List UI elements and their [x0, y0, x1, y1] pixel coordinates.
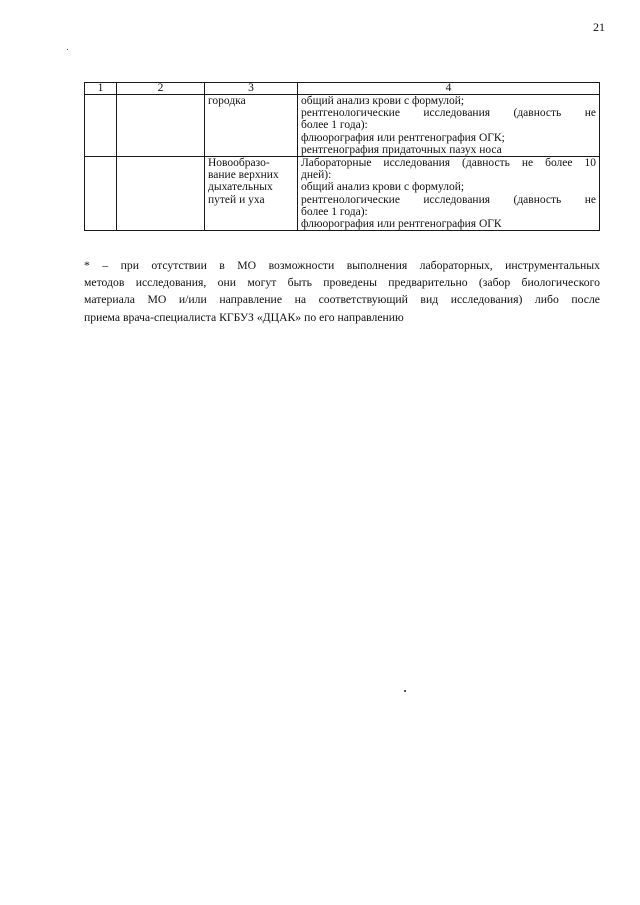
- row2-diagnosis-cell: [205, 157, 298, 231]
- exam-line: рентгенологические исследования (давность не: [301, 193, 596, 206]
- header-cell-4: 4: [298, 83, 600, 95]
- footnote-line: приема врача-специалиста КГБУЗ «ДЦАК» по его направлению: [84, 310, 404, 324]
- header-cell-1: 1: [85, 83, 117, 95]
- header-cell-2: 2: [117, 83, 205, 95]
- footnote-line: материала МО и/или направление на соответствующий вид исследования) либо после: [84, 293, 600, 307]
- exam-line: дней):: [301, 169, 332, 182]
- row2-col2-cell: [117, 157, 205, 231]
- row1-exams-cell: [298, 95, 600, 157]
- row1-col2-cell: [117, 95, 205, 157]
- exam-line: общий анализ крови с формулой;: [301, 95, 465, 107]
- row2-col1-cell: [85, 157, 117, 231]
- row1-col1-cell: [85, 95, 117, 157]
- scan-speck: [404, 690, 406, 692]
- table-row: [85, 95, 600, 157]
- diagnosis-line: вание верхних: [208, 169, 279, 182]
- exam-line: рентгенография придаточных пазух носа: [301, 143, 502, 156]
- diagnosis-line: путей и уха: [208, 193, 265, 206]
- exam-line: более 1 года):: [301, 119, 368, 132]
- table-row: [85, 157, 600, 231]
- footnote-line: * – при отсутствии в МО возможности выполнения лабораторных, инструментальных: [84, 259, 600, 272]
- requirements-table: [84, 82, 600, 231]
- exam-line: флюорография или рентгенография ОГК: [301, 218, 502, 231]
- exam-line: общий анализ крови с формулой;: [301, 181, 465, 194]
- page-number: 21: [593, 20, 605, 34]
- exam-line: Лабораторные исследования (давность не более 10: [301, 157, 596, 170]
- scan-speck: [67, 49, 68, 50]
- exam-line: более 1 года):: [301, 205, 368, 218]
- diagnosis-line: Новообразо-: [208, 157, 270, 170]
- diagnosis-line: городка: [208, 95, 246, 107]
- table-header-row: [85, 83, 600, 95]
- row1-diagnosis-cell: [205, 95, 298, 157]
- diagnosis-line: дыхательных: [208, 181, 273, 194]
- footnote-line: методов исследования, они могут быть проведены предварительно (забор биологического: [84, 276, 600, 290]
- row2-exams-cell: [298, 157, 600, 231]
- exam-line: рентгенологические исследования (давность не: [301, 107, 596, 120]
- header-cell-3: 3: [205, 83, 298, 95]
- footnote: [84, 257, 600, 326]
- exam-line: флюорография или рентгенография ОГК;: [301, 131, 505, 144]
